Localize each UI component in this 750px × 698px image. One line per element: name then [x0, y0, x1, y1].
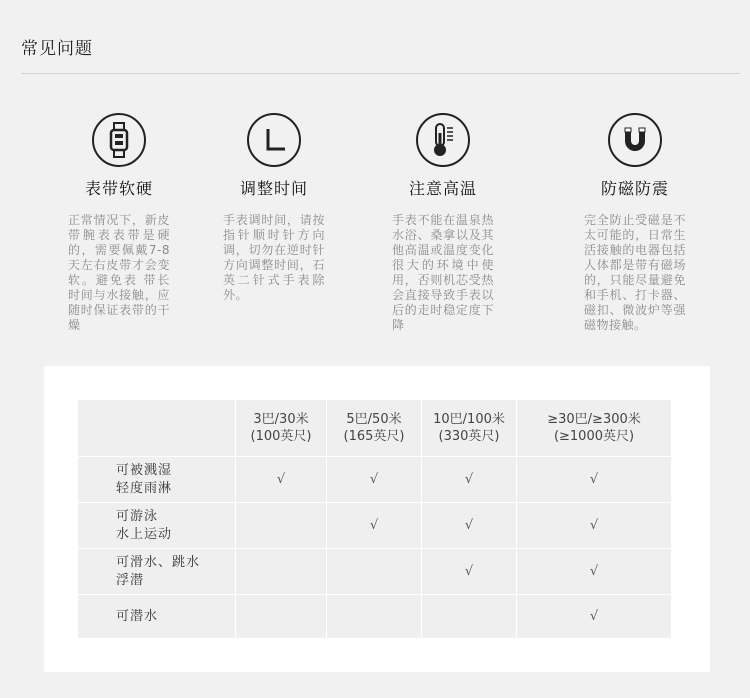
check-mark: √ — [369, 518, 379, 533]
check-mark: √ — [369, 472, 379, 487]
table-corner-cell — [78, 400, 236, 457]
feature-magnet — [555, 113, 715, 333]
water-resistance-panel — [44, 366, 710, 672]
table-header-row — [78, 400, 672, 457]
bottom-margin — [0, 672, 750, 698]
check-mark: √ — [276, 472, 286, 487]
feature-time — [194, 113, 354, 303]
table-cell — [236, 503, 327, 549]
magnet-icon — [608, 113, 662, 167]
table-cell — [422, 595, 517, 639]
check-mark: √ — [589, 564, 599, 579]
row-header: 可被溅湿 轻度雨淋 — [78, 457, 236, 503]
page-title: 常见问题 — [21, 39, 93, 59]
table-cell — [422, 457, 517, 503]
table-cell — [517, 457, 672, 503]
feature-heat — [363, 113, 523, 333]
clock-hands-icon — [247, 113, 301, 167]
feature-title: 防磁防震 — [600, 179, 669, 198]
row-header: 可游泳 水上运动 — [78, 503, 236, 549]
table-cell — [327, 549, 422, 595]
table-cell — [327, 457, 422, 503]
table-cell — [517, 549, 672, 595]
row-header: 可潜水 — [78, 595, 236, 639]
feature-description: 手表调时间，请按指针顺时针方向调，切勿在逆时针方向调整时间，石英二针式手表除外。 — [223, 213, 325, 302]
feature-title: 表带软硬 — [84, 179, 153, 198]
title-divider — [21, 73, 740, 74]
feature-description: 完全防止受磁是不太可能的，日常生活接触的电器包括人体都是带有磁场的，只能尽量避免和手机、打卡器、磁扣、微波炉等强磁物接触。 — [584, 213, 686, 332]
feature-title: 注意高温 — [408, 179, 477, 198]
table-row — [78, 457, 672, 503]
table-cell — [236, 595, 327, 639]
table-cell — [422, 503, 517, 549]
feature-description: 正常情况下，新皮带腕表表带是硬的，需要佩戴7-8天左右皮带才会变软。避免表 带长时间与水接触，应随时保证表带的干燥 — [68, 213, 170, 332]
column-header: 5巴/50米 (165英尺) — [327, 400, 422, 457]
column-header: ≥30巴/≥300米 (≥1000英尺) — [517, 400, 672, 457]
water-resistance-table — [77, 399, 672, 639]
feature-title: 调整时间 — [239, 179, 308, 198]
table-cell — [327, 595, 422, 639]
check-mark: √ — [464, 518, 474, 533]
table-cell — [327, 503, 422, 549]
watch-band-icon — [92, 113, 146, 167]
check-mark: √ — [589, 518, 599, 533]
check-mark: √ — [464, 564, 474, 579]
table-cell — [517, 595, 672, 639]
row-header: 可滑水、跳水 浮潜 — [78, 549, 236, 595]
table-row — [78, 503, 672, 549]
check-mark: √ — [589, 609, 599, 624]
table-cell — [517, 503, 672, 549]
column-header: 10巴/100米 (330英尺) — [422, 400, 517, 457]
column-header: 3巴/30米 (100英尺) — [236, 400, 327, 457]
table-cell — [422, 549, 517, 595]
thermometer-icon — [416, 113, 470, 167]
table-cell — [236, 549, 327, 595]
check-mark: √ — [464, 472, 474, 487]
feature-description: 手表不能在温泉热水浴、桑拿以及其他高温或温度变化很大的环境中使用，否则机芯受热会直接导致手表以后的走时稳定度下降 — [392, 213, 494, 332]
table-row — [78, 595, 672, 639]
check-mark: √ — [589, 472, 599, 487]
table-cell — [236, 457, 327, 503]
feature-strap — [39, 113, 199, 333]
table-row — [78, 549, 672, 595]
